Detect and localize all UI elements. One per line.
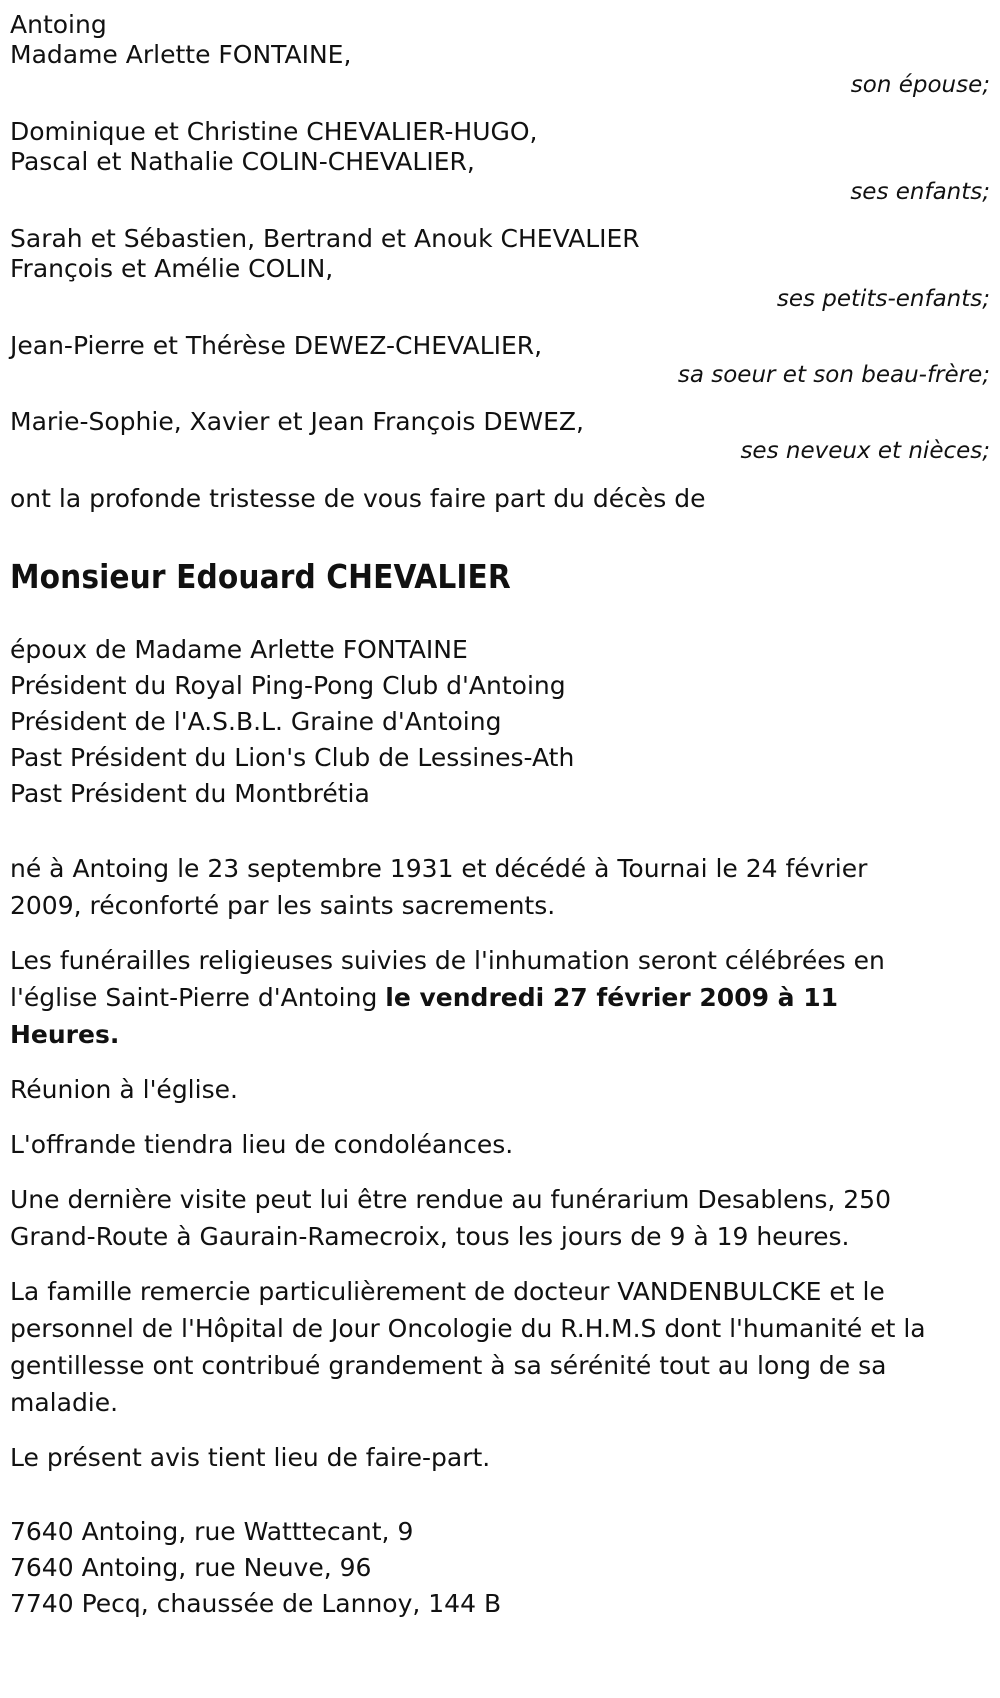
deceased-title: Past Président du Lion's Club de Lessines-Ath xyxy=(10,743,575,772)
deceased-title: Past Président du Montbrétia xyxy=(10,779,370,808)
locality-line: Antoing xyxy=(10,10,107,39)
deceased-title: époux de Madame Arlette FONTAINE xyxy=(10,635,468,664)
relation-label-sister: sa soeur et son beau-frère; xyxy=(677,362,990,388)
address-line: 7740 Pecq, chaussée de Lannoy, 144 B xyxy=(10,1589,502,1618)
family-relations-block xyxy=(10,10,990,466)
family-member-name: Marie-Sophie, Xavier et Jean François DEWEZ, xyxy=(10,407,584,436)
deceased-titles-block xyxy=(10,632,990,812)
names-list xyxy=(10,40,710,70)
relation-label-children: ses enfants; xyxy=(850,179,990,205)
birth-death-paragraph: né à Antoing le 23 septembre 1931 et décédé à Tournai le 24 février 2009, réconforté par les saints sacrements. xyxy=(10,854,868,920)
deceased-title: Président du Royal Ping-Pong Club d'Antoing xyxy=(10,671,566,700)
family-member-name: Dominique et Christine CHEVALIER-HUGO, xyxy=(10,117,538,146)
names-list xyxy=(10,407,710,437)
funeral-datetime: le vendredi 27 février 2009 à 11 Heures. xyxy=(10,983,839,1049)
address-block xyxy=(10,1514,990,1622)
deceased-title: Président de l'A.S.B.L. Graine d'Antoing xyxy=(10,707,502,736)
family-member-name: Jean-Pierre et Thérèse DEWEZ-CHEVALIER, xyxy=(10,331,543,360)
address-line: 7640 Antoing, rue Watttecant, 9 xyxy=(10,1517,414,1546)
announcement-lead-text: ont la profonde tristesse de vous faire part du décès de xyxy=(10,484,706,513)
family-member-name: François et Amélie COLIN, xyxy=(10,254,334,283)
gathering-paragraph: Réunion à l'église. xyxy=(10,1075,238,1104)
family-member-name: Sarah et Sébastien, Bertrand et Anouk CHEVALIER xyxy=(10,224,640,253)
relation-group-nephews xyxy=(10,407,990,466)
offering-paragraph: L'offrande tiendra lieu de condoléances. xyxy=(10,1130,514,1159)
relation-group-spouse xyxy=(10,40,990,100)
relation-group-children xyxy=(10,117,990,207)
visitation-paragraph: Une dernière visite peut lui être rendue au funérarium Desablens, 250 Grand-Route à Gaurain-Ramecroix, tous les jours de 9 à 19 heures. xyxy=(10,1185,891,1251)
announcement-body xyxy=(10,850,990,1476)
names-list xyxy=(10,331,710,361)
funeral-paragraph xyxy=(10,942,930,1053)
address-line: 7640 Antoing, rue Neuve, 96 xyxy=(10,1553,372,1582)
notice-paragraph: Le présent avis tient lieu de faire-part. xyxy=(10,1443,491,1472)
relation-label-nephews: ses neveux et nièces; xyxy=(740,438,990,464)
family-member-name: Madame Arlette FONTAINE, xyxy=(10,40,352,69)
names-list xyxy=(10,224,710,284)
deceased-name-heading: Monsieur Edouard CHEVALIER xyxy=(10,557,511,596)
names-list xyxy=(10,117,710,177)
funeral-text-prefix: Les funérailles religieuses suivies de l'inhumation seront célébrées en l'église Saint-Pierre d'Antoing xyxy=(10,946,885,1012)
thanks-paragraph: La famille remercie particulièrement de docteur VANDENBULCKE et le personnel de l'Hôpital de Jour Oncologie du R.H.M.S dont l'humanité et la gentillesse ont contribué grandement à sa sérénité tout au long de sa maladie. xyxy=(10,1277,926,1417)
relation-label-spouse: son épouse; xyxy=(850,72,990,98)
relation-group-sister xyxy=(10,331,990,390)
relation-group-grandchildren xyxy=(10,224,990,314)
relation-label-grandchildren: ses petits-enfants; xyxy=(776,286,990,312)
family-member-name: Pascal et Nathalie COLIN-CHEVALIER, xyxy=(10,147,475,176)
